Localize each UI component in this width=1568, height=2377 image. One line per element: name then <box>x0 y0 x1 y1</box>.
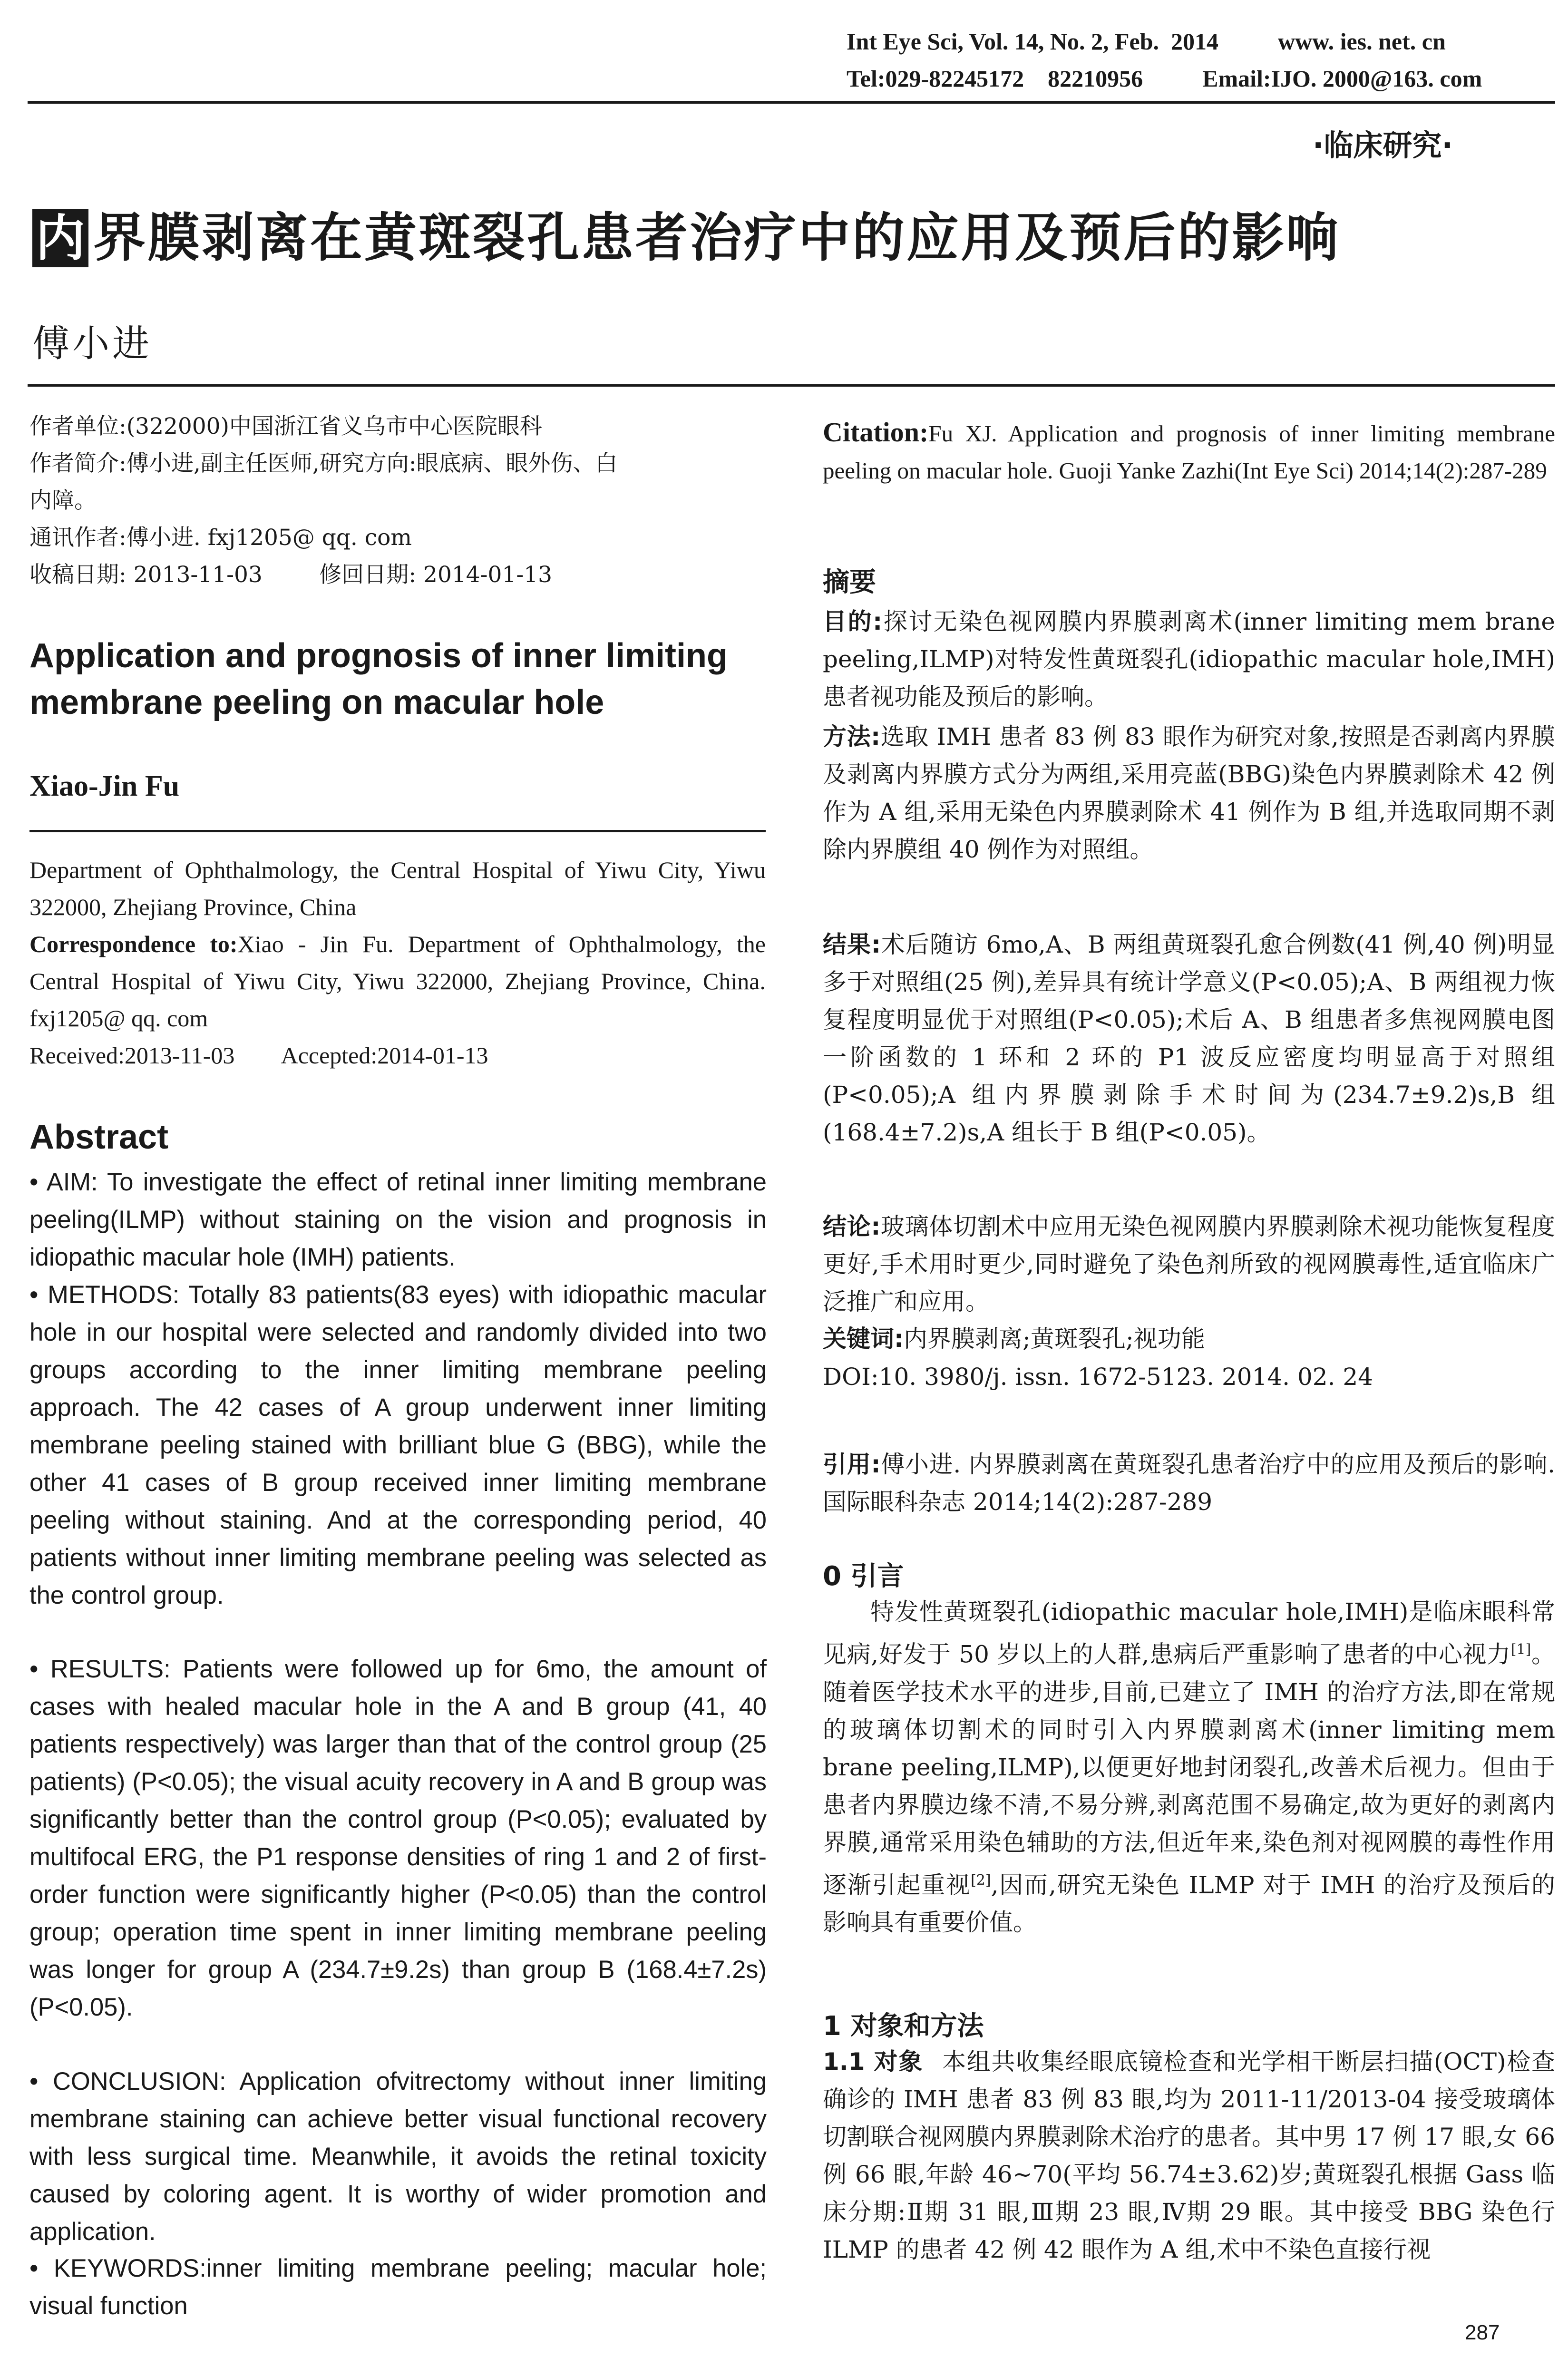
keywords-cn <box>823 1320 1555 1358</box>
keywords-text-cn: 内界膜剥离;黄斑裂孔;视功能 <box>904 1325 1205 1353</box>
abstract-methods-en: • METHODS: Totally 83 patients(83 eyes) with idiopathic macular hole in our hospital were selected and randomly divided into two groups according to the inner limiting membrane peeling approach. The 42 cases of A group underwent inner limiting membrane peeling stained with brilliant blue G (BBG), while the other 41 cases of B group received inner limiting membrane peeling without staining. And at the corresponding period, 40 patients without inner limiting membrane peeling was selected as the control group. <box>29 1281 767 1609</box>
bio-cn-line1: 作者简介:傅小进,副主任医师,研究方向:眼底病、眼外伤、白 <box>29 450 618 477</box>
department-en: Department of Ophthalmology, the Central Hospital of Yiwu City, Yiwu 322000, Zhejiang Province, China <box>29 857 766 920</box>
page-number: 287 <box>1465 2321 1500 2344</box>
results-text-cn: 术后随访 6mo,A、B 两组黄斑裂孔愈合例数(41 例,40 例)明显多于对照组(25 例),差异具有统计学意义(P<0.05);A、B 两组视力恢复程度明显优于对照组(P<0.05);术后 A、B 组患者多焦视网膜电图一阶函数的 1 环和 2 环的 P1 波反应密度均明显高于对照组(P<0.05);A 组内界膜剥除手术时间为(234.7±9.2)s,B 组(168.4±7.2)s,A 组长于 B 组(P<0.05)。 <box>823 931 1555 1146</box>
dates-cn: 收稿日期: 2013-11-03 修回日期: 2014-01-13 <box>29 562 553 588</box>
intro-text-c: ,因而,研究无染色 ILMP 对于 IMH 的治疗及预后的影响具有重要价值。 <box>823 1871 1555 1937</box>
conclusion-label-cn: 结论: <box>823 1213 881 1240</box>
abstract-methods-cn <box>823 718 1555 868</box>
received-accepted-en: Received:2013-11-03 Accepted:2014-01-13 <box>29 1042 488 1069</box>
correspondence-text: Xiao - Jin Fu. Department of Ophthalmology, the Central Hospital of Yiwu City, Yiwu 322000, Zhejiang Province, China. fxj1205@ qq. com <box>29 931 766 1032</box>
aim-label-cn: 目的: <box>823 608 883 635</box>
journal-info-line: Int Eye Sci, Vol. 14, No. 2, Feb. 2014 www. ies. net. cn <box>847 28 1446 55</box>
intro-heading: 0 引言 <box>823 1561 904 1592</box>
correspondence-label: Correspondence to: <box>29 931 238 957</box>
abstract-conclusion-en: • CONCLUSION: Application ofvitrectomy without inner limiting membrane staining can achieve better visual functional recovery with less surgical time. Meanwhile, it avoids the retinal toxicity caused by coloring agent. It is worthy of wider promotion and application. <box>29 2067 767 2246</box>
abstract-keywords-en: • KEYWORDS:inner limiting membrane peeling; macular hole; visual function <box>29 2254 767 2320</box>
results-label-cn: 结果: <box>823 931 881 958</box>
citation-en <box>823 414 1555 489</box>
methods-heading: 1 对象和方法 <box>823 2011 984 2042</box>
title-rule <box>28 384 1555 387</box>
correspondence-cn: 通讯作者:傅小进. fxj1205@ qq. com <box>29 525 412 551</box>
citation-label: Citation: <box>823 417 929 448</box>
abstract-aim-cn <box>823 603 1555 716</box>
intro-text-a: 特发性黄斑裂孔(idiopathic macular hole,IMH)是临床眼科常见病,好发于 50 岁以上的人群,患病后严重影响了患者的中心视力 <box>823 1598 1555 1668</box>
methods-paragraph <box>823 2043 1555 2269</box>
aim-text-cn: 探讨无染色视网膜内界膜剥离术(inner limiting mem brane peeling,ILMP)对特发性黄斑裂孔(idiopathic macular hole,IMH)患者视功能及预后的影响。 <box>823 608 1555 711</box>
article-title-cn: 界膜剥离在黄斑裂孔患者治疗中的应用及预后的影响 <box>93 207 1340 268</box>
intro-paragraph <box>823 1593 1555 1941</box>
cite-text-cn: 傅小进. 内界膜剥离在黄斑裂孔患者治疗中的应用及预后的影响. 国际眼科杂志 2014;14(2):287-289 <box>823 1451 1555 1516</box>
author-name-cn: 傅小进 <box>32 322 153 365</box>
author-name-en: Xiao-Jin Fu <box>29 770 180 802</box>
abstract-heading-en: Abstract <box>29 1118 169 1156</box>
keywords-label-cn: 关键词: <box>823 1325 904 1353</box>
title-dropcap: 内 <box>32 209 88 267</box>
methods-subheading: 1.1 对象 <box>823 2048 924 2075</box>
section-label: ·临床研究· <box>1313 128 1453 163</box>
doi: DOI:10. 3980/j. issn. 1672-5123. 2014. 02. 24 <box>823 1363 1373 1391</box>
abstract-results-cn <box>823 926 1555 1151</box>
abstract-aim-en: • AIM: To investigate the effect of retinal inner limiting membrane peeling(ILMP) without staining on the vision and prognosis in idiopathic macular hole (IMH) patients. <box>29 1168 767 1271</box>
methods-text: 本组共收集经眼底镜检查和光学相干断层扫描(OCT)检查确诊的 IMH 患者 83 例 83 眼,均为 2011-11/2013-04 接受玻璃体切割联合视网膜内界膜剥除术治疗的患者。其中男 17 例 17 眼,女 66 例 66 眼,年龄 46~70(平均 56.74±3.62)岁;黄斑裂孔根据 Gass 临床分期:Ⅱ期 31 眼,Ⅲ期 23 眼,Ⅳ期 29 眼。其中接受 BBG 染色行 ILMP 的患者 42 例 42 眼作为 A 组,术中不染色直接行视 <box>823 2048 1555 2263</box>
methods-label-cn: 方法: <box>823 723 881 750</box>
cite-cn <box>823 1446 1555 1521</box>
article-title-en: Application and prognosis of inner limiting membrane peeling on macular hole <box>29 637 728 721</box>
abstract-results-en: • RESULTS: Patients were followed up for 6mo, the amount of cases with healed macular hole in the A and B group (41, 40 patients respectively) was larger than that of the control group (25 patients) (P<0.05); the visual acuity recovery in A and B group was significantly better than the control group (P<0.05); evaluated by multifocal ERG, the P1 response densities of ring 1 and 2 of first-order function were significantly higher (P<0.05) than the control group; operation time spent in inner limiting membrane peeling was longer for group A (234.7±9.2s) than group B (168.4±7.2s) (P<0.05). <box>29 1655 767 2021</box>
contact-info-line: Tel:029-82245172 82210956 Email:IJO. 2000@163. com <box>847 65 1482 92</box>
ref-2: [2] <box>971 1871 991 1889</box>
abstract-conclusion-cn <box>823 1208 1555 1321</box>
abstract-heading-cn: 摘要 <box>823 567 876 598</box>
bio-cn-line2: 内障。 <box>29 487 97 514</box>
methods-text-cn: 选取 IMH 患者 83 例 83 眼作为研究对象,按照是否剥离内界膜及剥离内界膜方式分为两组,采用亮蓝(BBG)染色内界膜剥除术 42 例作为 A 组,采用无染色内界膜剥除术 41 例作为 B 组,并选取同期不剥除内界膜组 40 例作为对照组。 <box>823 723 1555 863</box>
conclusion-text-cn: 玻璃体切割术中应用无染色视网膜内界膜剥除术视功能恢复程度更好,手术用时更少,同时避免了染色剂所致的视网膜毒性,适宜临床广泛推广和应用。 <box>823 1213 1556 1315</box>
ref-1: [1] <box>1510 1641 1531 1658</box>
affiliation-cn: 作者单位:(322000)中国浙江省义乌市中心医院眼科 <box>29 413 542 439</box>
author-rule <box>29 830 766 832</box>
citation-text: Fu XJ. Application and prognosis of inner limiting membrane peeling on macular hole. Guoji Yanke Zazhi(Int Eye Sci) 2014;14(2):287-289 <box>823 420 1555 484</box>
intro-text-b: 。随着医学技术水平的进步,目前,已建立了 IMH 的治疗方法,即在常规的玻璃体切割术的同时引入内界膜剥离术(inner limiting mem brane peeling,ILMP),以便更好地封闭裂孔,改善术后视力。但由于患者内界膜边缘不清,不易分辨,剥离范围不易确定,故为更好的剥离内界膜,通常采用染色辅助的方法,但近年来,染色剂对视网膜的毒性作用逐渐引起重视 <box>823 1640 1555 1899</box>
cite-label-cn: 引用: <box>823 1451 881 1478</box>
correspondence-en <box>29 925 766 1037</box>
header-rule <box>28 101 1555 104</box>
